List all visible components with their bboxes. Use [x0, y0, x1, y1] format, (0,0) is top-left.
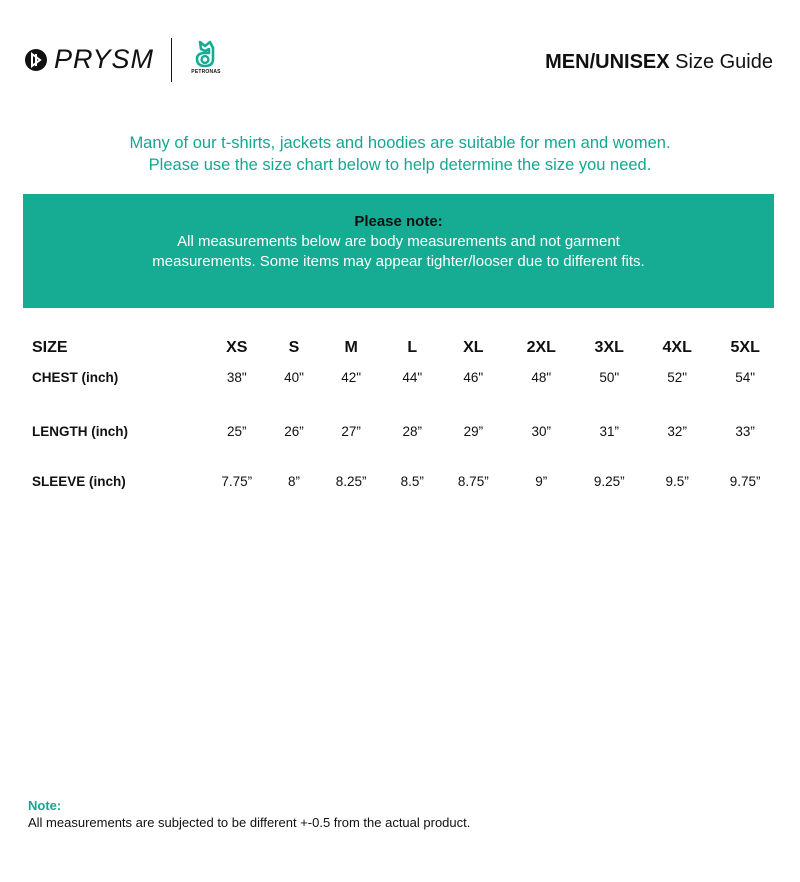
prysm-logo-icon — [24, 48, 48, 72]
table-cell: 8.5” — [400, 473, 424, 489]
note-banner-title: Please note: — [354, 213, 443, 230]
note-banner — [23, 194, 774, 308]
table-cell: 9.75” — [729, 473, 761, 489]
table-cell: 54" — [735, 370, 756, 385]
intro-text — [0, 132, 800, 176]
table-cell: 40" — [284, 370, 304, 385]
table-cell: 28” — [402, 423, 422, 439]
table-row-sleeve — [23, 456, 780, 506]
table-cell: 38" — [226, 370, 247, 385]
page-title-bold: MEN/UNISEX — [545, 51, 670, 73]
table-cell: 26” — [284, 423, 304, 439]
page-title — [545, 50, 773, 74]
size-table — [23, 326, 780, 506]
table-cell: 33” — [735, 423, 755, 439]
table-cell: 30” — [531, 423, 552, 439]
row-label: SLEEVE (inch) — [32, 473, 126, 489]
table-cell: 9.25” — [593, 473, 625, 489]
row-label: CHEST (inch) — [32, 370, 119, 385]
size-header-cell: L — [407, 339, 418, 356]
table-cell: 25” — [227, 423, 247, 439]
table-cell: 9.5” — [665, 473, 689, 489]
table-cell: 46" — [463, 370, 484, 385]
petronas-wordmark: PETRONAS — [191, 69, 221, 75]
table-cell: 8” — [287, 473, 300, 489]
page-title-rest: Size Guide — [669, 51, 773, 73]
table-cell: 32” — [667, 423, 687, 439]
table-cell: 9” — [535, 473, 548, 489]
prysm-logo — [24, 46, 154, 73]
table-cell: 50" — [599, 370, 620, 385]
table-cell: 27” — [341, 423, 361, 439]
size-header-cell: 5XL — [730, 339, 760, 356]
size-header-cell: XS — [226, 339, 248, 356]
table-cell: 29” — [463, 423, 484, 439]
table-cell: 8.75” — [457, 473, 489, 489]
page-header — [0, 0, 800, 100]
intro-line-1: Many of our t-shirts, jackets and hoodies are suitable for men and women. — [129, 134, 671, 152]
table-cell: 42" — [341, 370, 362, 385]
logo-divider — [171, 38, 172, 82]
size-header-label: SIZE — [32, 339, 68, 356]
table-cell: 44" — [402, 370, 423, 385]
prysm-wordmark: PRYSM — [54, 44, 155, 74]
table-cell: 8.25” — [335, 473, 367, 489]
size-header-cell: M — [344, 339, 358, 356]
table-row-length — [23, 406, 780, 456]
petronas-logo — [190, 40, 220, 78]
table-cell: 7.75” — [221, 473, 253, 489]
table-cell: 52" — [667, 370, 688, 385]
footer-note — [28, 797, 470, 832]
size-header-cell: S — [288, 339, 300, 356]
row-label: LENGTH (inch) — [32, 423, 128, 439]
size-header-cell: XL — [463, 339, 484, 356]
footer-note-body: All measurements are subjected to be different +-0.5 from the actual product. — [28, 815, 471, 830]
size-header-cell: 4XL — [662, 339, 692, 356]
table-cell: 48" — [531, 370, 552, 385]
size-header-cell: 2XL — [526, 339, 556, 356]
intro-line-2: Please use the size chart below to help determine the size you need. — [148, 156, 652, 174]
size-header-cell: 3XL — [594, 339, 624, 356]
petronas-logo-icon — [194, 40, 216, 68]
table-row-chest — [23, 370, 780, 406]
note-banner-body: All measurements below are body measurements and not garment measurements. Some items may appear tighter/looser due to different fits. — [152, 233, 645, 270]
table-cell: 31” — [599, 423, 619, 439]
footer-note-title: Note: — [28, 798, 62, 813]
size-header-row — [23, 326, 780, 370]
